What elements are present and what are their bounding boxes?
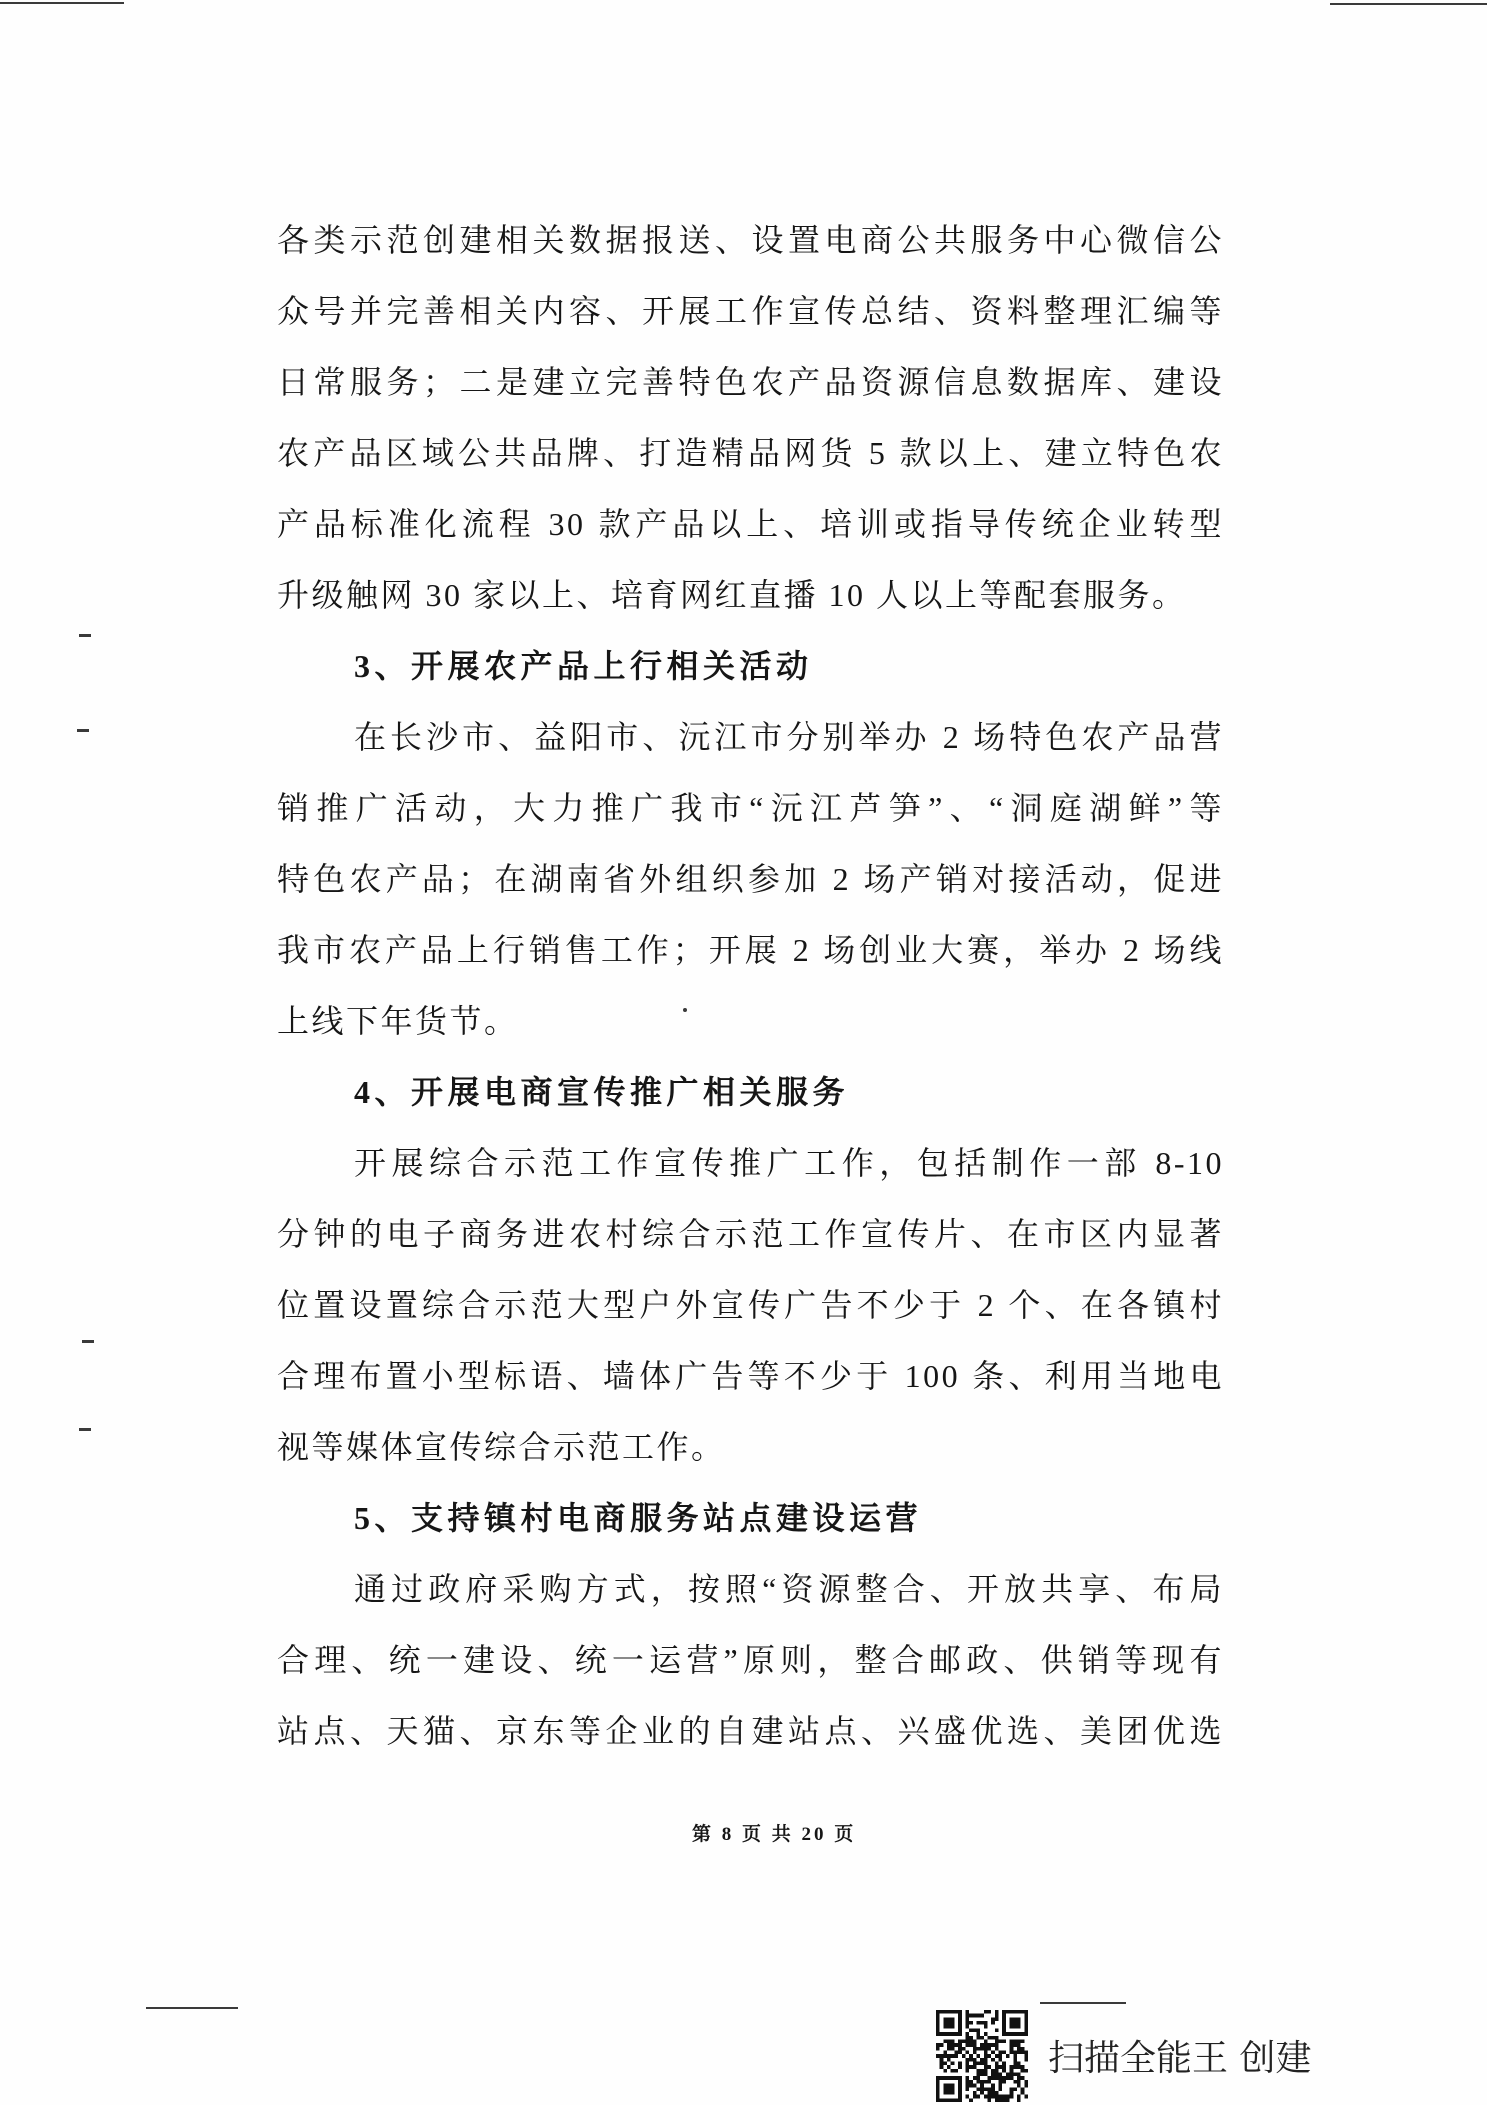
qr-module	[980, 2073, 984, 2077]
qr-module	[976, 2076, 980, 2080]
qr-module	[1013, 2043, 1017, 2047]
qr-module	[976, 2069, 980, 2073]
qr-module	[954, 2069, 958, 2073]
qr-module	[1021, 2050, 1025, 2054]
paragraph-line: 销推广活动，大力推广我市“沅江芦笋”、“洞庭湖鲜”等	[277, 790, 1224, 826]
qr-module	[1006, 2054, 1010, 2058]
qr-module	[969, 2021, 973, 2025]
qr-module	[988, 2054, 992, 2058]
qr-module	[999, 2058, 1003, 2062]
qr-module	[984, 2062, 988, 2066]
qr-module	[1002, 2098, 1006, 2102]
qr-module	[973, 2065, 977, 2069]
qr-module	[995, 2043, 999, 2047]
qr-module	[984, 2043, 988, 2047]
qr-module	[1006, 2098, 1010, 2102]
qr-module	[999, 2076, 1003, 2080]
qr-module	[991, 2058, 995, 2062]
scan-edge-line	[1040, 2002, 1126, 2004]
qr-module	[1002, 2065, 1006, 2069]
qr-module	[965, 2076, 969, 2080]
qr-module	[965, 2087, 969, 2091]
qr-module	[999, 2087, 1003, 2091]
qr-module	[1017, 2080, 1021, 2084]
qr-module	[1002, 2050, 1006, 2054]
qr-module	[980, 2084, 984, 2088]
qr-module	[965, 2065, 969, 2069]
qr-module	[991, 2091, 995, 2095]
qr-module	[1010, 2087, 1014, 2091]
qr-module	[988, 2036, 992, 2040]
qr-module	[1017, 2084, 1021, 2088]
qr-module	[1002, 2039, 1006, 2043]
qr-module	[995, 2047, 999, 2051]
qr-module	[1017, 2095, 1021, 2099]
qr-module	[951, 2069, 955, 2073]
qr-module	[999, 2080, 1003, 2084]
qr-module	[1010, 2069, 1014, 2073]
qr-module	[991, 2087, 995, 2091]
qr-module	[965, 2050, 969, 2054]
qr-module	[976, 2054, 980, 2058]
qr-module	[1013, 2080, 1017, 2084]
qr-module	[940, 2058, 944, 2062]
qr-module	[1021, 2069, 1025, 2073]
qr-module	[943, 2069, 947, 2073]
qr-module	[965, 2032, 969, 2036]
qr-module	[976, 2080, 980, 2084]
qr-module	[991, 2017, 995, 2021]
qr-module	[991, 2069, 995, 2073]
qr-module	[980, 2058, 984, 2062]
qr-module	[984, 2021, 988, 2025]
qr-module	[969, 2028, 973, 2032]
qr-module	[984, 2069, 988, 2073]
qr-module	[999, 2065, 1003, 2069]
watermark-text: 扫描全能王 创建	[1048, 2038, 1312, 2079]
scan-margin-mark	[82, 1340, 94, 1343]
qr-module	[962, 2039, 966, 2043]
qr-module	[1017, 2062, 1021, 2066]
qr-module	[969, 2014, 973, 2018]
qr-module	[984, 2087, 988, 2091]
qr-module	[980, 2047, 984, 2051]
qr-module	[973, 2047, 977, 2051]
qr-module	[991, 2050, 995, 2054]
qr-module	[969, 2065, 973, 2069]
qr-finder-pattern	[943, 2017, 954, 2028]
qr-module	[951, 2054, 955, 2058]
qr-module	[973, 2095, 977, 2099]
qr-module	[1024, 2084, 1028, 2088]
qr-module	[988, 2087, 992, 2091]
qr-module	[1013, 2087, 1017, 2091]
qr-module	[973, 2076, 977, 2080]
paragraph-line: 上线下年货节。	[277, 1003, 519, 1039]
qr-module	[991, 2084, 995, 2088]
qr-module	[976, 2095, 980, 2099]
paragraph-line: 分钟的电子商务进农村综合示范工作宣传片、在市区内显著	[277, 1216, 1224, 1252]
qr-module	[958, 2039, 962, 2043]
qr-module	[1006, 2076, 1010, 2080]
qr-module	[958, 2062, 962, 2066]
qr-module	[1013, 2039, 1017, 2043]
qr-module	[969, 2098, 973, 2102]
qr-module	[1013, 2062, 1017, 2066]
qr-module	[988, 2043, 992, 2047]
qr-module	[965, 2043, 969, 2047]
qr-module	[973, 2014, 977, 2018]
qr-module	[984, 2050, 988, 2054]
paragraph-line: 日常服务；二是建立完善特色农产品资源信息数据库、建设	[277, 364, 1224, 400]
qr-module	[1006, 2095, 1010, 2099]
qr-module	[991, 2073, 995, 2077]
qr-module	[958, 2065, 962, 2069]
qr-module	[1010, 2095, 1014, 2099]
section-heading: 5、支持镇村电商服务站点建设运营	[354, 1500, 923, 1536]
qr-module	[1017, 2047, 1021, 2051]
qr-module	[969, 2043, 973, 2047]
scan-edge-line	[0, 2, 124, 4]
qr-module	[999, 2039, 1003, 2043]
paragraph-line: 农产品区域公共品牌、打造精品网货 5 款以上、建立特色农	[277, 435, 1224, 471]
qr-module	[980, 2021, 984, 2025]
qr-module	[958, 2047, 962, 2051]
qr-module	[995, 2036, 999, 2040]
qr-module	[1013, 2073, 1017, 2077]
paragraph-line: 特色农产品；在湖南省外组织参加 2 场产销对接活动，促进	[277, 861, 1224, 897]
qr-module	[973, 2091, 977, 2095]
qr-module	[965, 2084, 969, 2088]
qr-code-icon	[936, 2010, 1028, 2102]
qr-module	[984, 2025, 988, 2029]
qr-module	[1002, 2095, 1006, 2099]
scan-margin-mark	[77, 729, 89, 732]
qr-module	[943, 2062, 947, 2066]
paragraph-line: 升级触网 30 家以上、培育网红直播 10 人以上等配套服务。	[277, 577, 1187, 613]
qr-module	[980, 2043, 984, 2047]
qr-module	[947, 2058, 951, 2062]
qr-module	[947, 2047, 951, 2051]
qr-module	[973, 2050, 977, 2054]
qr-module	[995, 2095, 999, 2099]
qr-module	[1010, 2065, 1014, 2069]
qr-module	[999, 2084, 1003, 2088]
paragraph-line: 合理、统一建设、统一运营”原则，整合邮政、供销等现有	[277, 1642, 1224, 1678]
qr-module	[999, 2095, 1003, 2099]
qr-module	[995, 2065, 999, 2069]
qr-module	[962, 2054, 966, 2058]
qr-module	[1021, 2047, 1025, 2051]
qr-module	[1021, 2076, 1025, 2080]
qr-module	[936, 2047, 940, 2051]
paragraph-line: 产品标准化流程 30 款产品以上、培训或指导传统企业转型	[277, 506, 1224, 542]
qr-module	[965, 2080, 969, 2084]
qr-module	[1021, 2065, 1025, 2069]
qr-module	[940, 2054, 944, 2058]
qr-module	[976, 2028, 980, 2032]
qr-module	[1017, 2050, 1021, 2054]
qr-module	[969, 2084, 973, 2088]
qr-module	[995, 2098, 999, 2102]
qr-module	[943, 2039, 947, 2043]
qr-module	[969, 2036, 973, 2040]
qr-module	[951, 2039, 955, 2043]
qr-module	[984, 2095, 988, 2099]
qr-module	[1010, 2073, 1014, 2077]
scan-margin-mark	[79, 634, 91, 637]
qr-module	[984, 2054, 988, 2058]
qr-module	[984, 2073, 988, 2077]
qr-module	[1013, 2058, 1017, 2062]
qr-module	[973, 2058, 977, 2062]
qr-module	[1010, 2076, 1014, 2080]
qr-module	[969, 2039, 973, 2043]
qr-module	[1010, 2050, 1014, 2054]
qr-module	[965, 2058, 969, 2062]
qr-module	[988, 2047, 992, 2051]
qr-module	[954, 2054, 958, 2058]
scan-edge-line	[1330, 3, 1487, 5]
qr-module	[1002, 2062, 1006, 2066]
qr-module	[965, 2017, 969, 2021]
qr-module	[976, 2036, 980, 2040]
qr-module	[1017, 2076, 1021, 2080]
qr-module	[999, 2054, 1003, 2058]
qr-module	[958, 2043, 962, 2047]
qr-module	[1002, 2069, 1006, 2073]
qr-module	[943, 2050, 947, 2054]
qr-module	[980, 2080, 984, 2084]
qr-module	[984, 2065, 988, 2069]
qr-module	[947, 2043, 951, 2047]
qr-module	[1017, 2065, 1021, 2069]
scan-edge-line	[146, 2007, 238, 2009]
qr-module	[984, 2080, 988, 2084]
qr-module	[1006, 2073, 1010, 2077]
qr-module	[1021, 2039, 1025, 2043]
qr-module	[980, 2036, 984, 2040]
qr-module	[951, 2047, 955, 2051]
qr-module	[980, 2069, 984, 2073]
qr-module	[1021, 2091, 1025, 2095]
qr-module	[984, 2010, 988, 2014]
qr-module	[954, 2050, 958, 2054]
qr-module	[936, 2043, 940, 2047]
qr-module	[965, 2095, 969, 2099]
qr-module	[995, 2073, 999, 2077]
qr-module	[965, 2025, 969, 2029]
paragraph-line: 通过政府采购方式，按照“资源整合、开放共享、布局	[354, 1571, 1224, 1607]
qr-module	[947, 2054, 951, 2058]
qr-module	[984, 2047, 988, 2051]
qr-module	[965, 2069, 969, 2073]
qr-module	[973, 2028, 977, 2032]
qr-module	[995, 2091, 999, 2095]
qr-module	[943, 2054, 947, 2058]
section-5	[277, 1483, 1224, 1767]
qr-module	[991, 2095, 995, 2099]
section-heading: 3、开展农产品上行相关活动	[354, 648, 813, 684]
qr-module	[980, 2087, 984, 2091]
qr-module	[1013, 2065, 1017, 2069]
qr-module	[984, 2039, 988, 2043]
qr-module	[962, 2047, 966, 2051]
paragraph-line: 位置设置综合示范大型户外宣传广告不少于 2 个、在各镇村	[277, 1287, 1224, 1323]
qr-module	[995, 2014, 999, 2018]
qr-module	[995, 2076, 999, 2080]
qr-module	[984, 2058, 988, 2062]
qr-module	[995, 2062, 999, 2066]
section-4	[277, 1057, 1224, 1483]
qr-module	[1024, 2050, 1028, 2054]
qr-module	[976, 2021, 980, 2025]
qr-module	[976, 2014, 980, 2018]
qr-module	[976, 2047, 980, 2051]
qr-module	[995, 2054, 999, 2058]
qr-module	[991, 2036, 995, 2040]
qr-module	[1017, 2039, 1021, 2043]
qr-finder-pattern	[1010, 2017, 1021, 2028]
qr-module	[954, 2043, 958, 2047]
qr-module	[940, 2043, 944, 2047]
qr-module	[965, 2039, 969, 2043]
qr-finder-pattern	[943, 2084, 954, 2095]
qr-module	[988, 2095, 992, 2099]
paragraph-line: 各类示范创建相关数据报送、设置电商公共服务中心微信公	[277, 222, 1224, 258]
qr-module	[1017, 2098, 1021, 2102]
qr-module	[947, 2039, 951, 2043]
qr-module	[969, 2080, 973, 2084]
qr-module	[991, 2021, 995, 2025]
qr-module	[1010, 2039, 1014, 2043]
qr-module	[965, 2036, 969, 2040]
qr-module	[988, 2065, 992, 2069]
qr-module	[984, 2032, 988, 2036]
qr-module	[976, 2032, 980, 2036]
qr-module	[1024, 2058, 1028, 2062]
page-number-footer: 第 8 页 共 20 页	[692, 1824, 857, 1845]
paragraph-line: 在长沙市、益阳市、沅江市分别举办 2 场特色农产品营	[354, 719, 1224, 755]
qr-module	[965, 2021, 969, 2025]
qr-module	[995, 2010, 999, 2014]
qr-module	[1010, 2047, 1014, 2051]
paragraph-line: 站点、天猫、京东等企业的自建站点、兴盛优选、美团优选	[277, 1713, 1224, 1749]
qr-module	[999, 2050, 1003, 2054]
qr-module	[991, 2043, 995, 2047]
paragraph-line: 我市农产品上行销售工作；开展 2 场创业大赛，举办 2 场线	[277, 932, 1224, 968]
qr-module	[1002, 2076, 1006, 2080]
qr-module	[1024, 2069, 1028, 2073]
qr-module	[995, 2039, 999, 2043]
qr-module	[999, 2073, 1003, 2077]
qr-module	[969, 2058, 973, 2062]
paragraph-line: 合理布置小型标语、墙体广告等不少于 100 条、利用当地电	[277, 1358, 1224, 1394]
qr-module	[988, 2098, 992, 2102]
qr-module	[988, 2091, 992, 2095]
qr-module	[1010, 2091, 1014, 2095]
qr-module	[980, 2062, 984, 2066]
qr-module	[965, 2014, 969, 2018]
qr-module	[976, 2073, 980, 2077]
qr-module	[951, 2043, 955, 2047]
qr-module	[1013, 2050, 1017, 2054]
qr-module	[1024, 2095, 1028, 2099]
qr-module	[969, 2054, 973, 2058]
qr-module	[951, 2062, 955, 2066]
paragraph-line: 开展综合示范工作宣传推广工作，包括制作一部 8-10	[354, 1145, 1224, 1181]
qr-module	[973, 2084, 977, 2088]
qr-module	[940, 2065, 944, 2069]
section-3	[277, 631, 1224, 1057]
qr-module	[973, 2043, 977, 2047]
qr-module	[1002, 2080, 1006, 2084]
qr-module	[1017, 2043, 1021, 2047]
qr-module	[973, 2039, 977, 2043]
qr-module	[1017, 2073, 1021, 2077]
paragraph-line: 视等媒体宣传综合示范工作。	[277, 1429, 726, 1465]
qr-module	[940, 2062, 944, 2066]
qr-module	[976, 2062, 980, 2066]
qr-module	[965, 2010, 969, 2014]
qr-module	[995, 2069, 999, 2073]
document-body	[277, 205, 1224, 1767]
qr-module	[1021, 2087, 1025, 2091]
qr-module	[980, 2014, 984, 2018]
paragraph-continued	[277, 205, 1224, 631]
qr-module	[976, 2087, 980, 2091]
qr-module	[973, 2062, 977, 2066]
qr-module	[1010, 2043, 1014, 2047]
qr-module	[988, 2010, 992, 2014]
qr-module	[991, 2076, 995, 2080]
qr-module	[958, 2050, 962, 2054]
qr-module	[999, 2098, 1003, 2102]
qr-module	[965, 2062, 969, 2066]
qr-module	[1024, 2080, 1028, 2084]
qr-module	[947, 2065, 951, 2069]
section-heading: 4、开展电商宣传推广相关服务	[354, 1074, 850, 1110]
qr-module	[988, 2076, 992, 2080]
qr-module	[1013, 2054, 1017, 2058]
scan-margin-mark	[79, 1428, 91, 1431]
qr-module	[995, 2017, 999, 2021]
qr-module	[936, 2054, 940, 2058]
qr-module	[995, 2028, 999, 2032]
qr-module	[980, 2091, 984, 2095]
qr-module	[1024, 2054, 1028, 2058]
paragraph-line: 众号并完善相关内容、开展工作宣传总结、资料整理汇编等	[277, 293, 1224, 329]
qr-module	[988, 2080, 992, 2084]
